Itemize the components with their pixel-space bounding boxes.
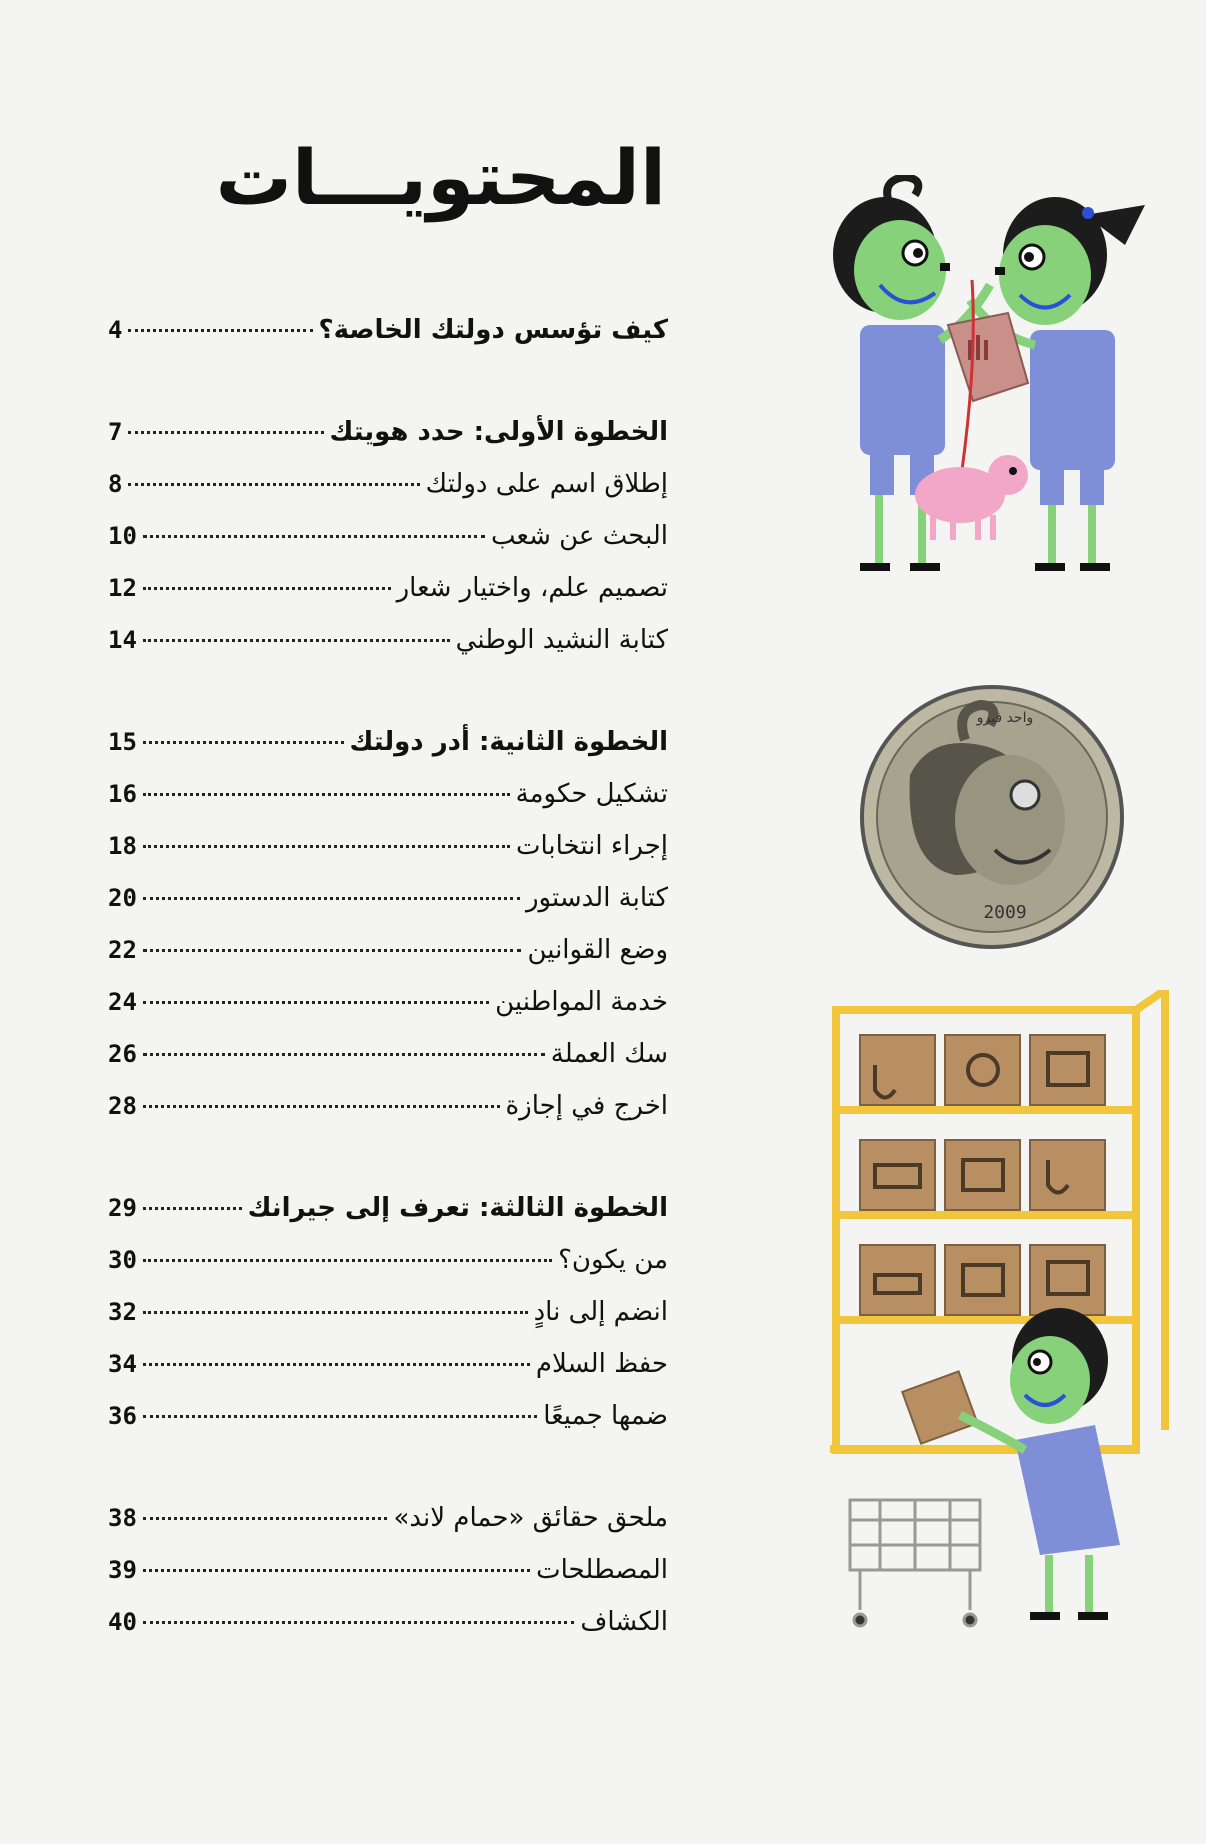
toc-page-number: 18 [108,832,137,860]
dot-leader [143,845,510,848]
toc-page-number: 16 [108,780,137,808]
shopper-character [902,1308,1120,1620]
toc-page-number: 40 [108,1608,137,1636]
dot-leader [143,741,344,744]
dot-leader [143,897,520,900]
toc-entry-label: تصميم علم، واختيار شعار [396,573,668,603]
dot-leader [143,793,510,796]
toc-page-number: 38 [108,1504,137,1532]
toc-entry-label: الخطوة الثالثة: تعرف إلى جيرانك [247,1193,668,1223]
page-title: المحتويـــات [215,133,666,222]
toc-entry-label: انضم إلى نادٍ [533,1297,668,1327]
toc-page-number: 12 [108,574,137,602]
toc-page-number: 24 [108,988,137,1016]
toc-gap [108,1453,668,1503]
toc-entry[interactable] [108,1401,668,1453]
toc-entry[interactable] [108,831,668,883]
toc-page-number: 20 [108,884,137,912]
toc-entry-label: الخطوة الثانية: أدر دولتك [349,727,668,757]
toc-entry[interactable] [108,1555,668,1607]
toc-entry-label: خدمة المواطنين [495,987,668,1017]
toc-entry[interactable] [108,1091,668,1143]
dot-leader [128,483,419,486]
coin-illustration [855,680,1130,955]
dot-leader [128,431,323,434]
toc-entry-label: إطلاق اسم على دولتك [425,469,668,499]
dot-leader [143,1569,530,1572]
toc-page-number: 14 [108,626,137,654]
toc-page-number: 39 [108,1556,137,1584]
dot-leader [143,587,391,590]
toc-entry-label: كيف تؤسس دولتك الخاصة؟ [318,315,668,345]
toc-entry[interactable] [108,521,668,573]
toc-entry-label: كتابة الدستور [526,883,668,913]
toc-section-heading[interactable] [108,417,668,469]
toc-entry[interactable] [108,883,668,935]
toc-entry-label: ملحق حقائق «حمام لاند» [393,1503,668,1533]
shelf-illustration [820,990,1180,1640]
toc-entry[interactable] [108,1245,668,1297]
toc-entry[interactable] [108,625,668,677]
toc-entry[interactable] [108,1297,668,1349]
toc-entry-label: اخرج في إجازة [505,1091,668,1121]
dot-leader [143,1001,489,1004]
toc-page-number: 29 [108,1194,137,1222]
toc-entry-label: كتابة النشيد الوطني [455,625,668,655]
toc-entry[interactable] [108,1607,668,1659]
dot-leader [143,1621,575,1624]
toc-entry[interactable] [108,573,668,625]
toc-page-number: 4 [108,316,123,344]
sack-icon [948,313,1028,401]
coin-year: 2009 [983,902,1027,923]
toc-entry[interactable] [108,987,668,1039]
toc-entry-label: تشكيل حكومة [515,779,668,809]
dot-leader [143,1207,242,1210]
toc-page-number: 7 [108,418,123,446]
toc-page-number: 28 [108,1092,137,1120]
toc-entry-label: الخطوة الأولى: حدد هويتك [329,417,668,447]
toc-page-number: 22 [108,936,137,964]
toc-gap [108,1143,668,1193]
toc-section-heading[interactable] [108,727,668,779]
toc-entry[interactable] [108,779,668,831]
dot-leader [143,1105,500,1108]
toc-gap [108,677,668,727]
toc-entry-label: البحث عن شعب [491,521,668,551]
toc-entry-label: الكشاف [580,1607,668,1637]
toc-entry-label: إجراء انتخابات [515,831,668,861]
toc-page-number: 32 [108,1298,137,1326]
shopping-cart-icon [850,1500,980,1626]
toc-gap [108,367,668,417]
dot-leader [143,639,450,642]
toc-entry[interactable] [108,469,668,521]
dot-leader [143,949,522,952]
toc-entry-label: حفظ السلام [535,1349,668,1379]
dot-leader [143,1311,528,1314]
toc-page-number: 8 [108,470,123,498]
dot-leader [128,329,312,332]
toc-page-number: 36 [108,1402,137,1430]
characters-illustration [830,175,1160,605]
toc-entry[interactable] [108,1503,668,1555]
toc-entry[interactable] [108,935,668,987]
dot-leader [143,1053,545,1056]
toc-page-number: 34 [108,1350,137,1378]
dot-leader [143,535,485,538]
toc-page-number: 30 [108,1246,137,1274]
toc-page-number: 10 [108,522,137,550]
toc-entry-label: المصطلحات [536,1555,668,1585]
coin-inscription: واحد فيرو [976,710,1034,726]
dot-leader [143,1415,537,1418]
table-of-contents [108,315,668,1659]
dot-leader [143,1363,530,1366]
toc-section-heading[interactable] [108,315,668,367]
toc-section-heading[interactable] [108,1193,668,1245]
toc-entry-label: سك العملة [550,1039,668,1069]
toc-entry-label: وضع القوانين [527,935,668,965]
toc-entry[interactable] [108,1349,668,1401]
toc-page-number: 26 [108,1040,137,1068]
toc-entry-label: من يكون؟ [558,1245,668,1275]
toc-entry[interactable] [108,1039,668,1091]
toc-page-number: 15 [108,728,137,756]
dot-leader [143,1259,552,1262]
toc-entry-label: ضمها جميعًا [543,1401,668,1431]
dot-leader [143,1517,388,1520]
